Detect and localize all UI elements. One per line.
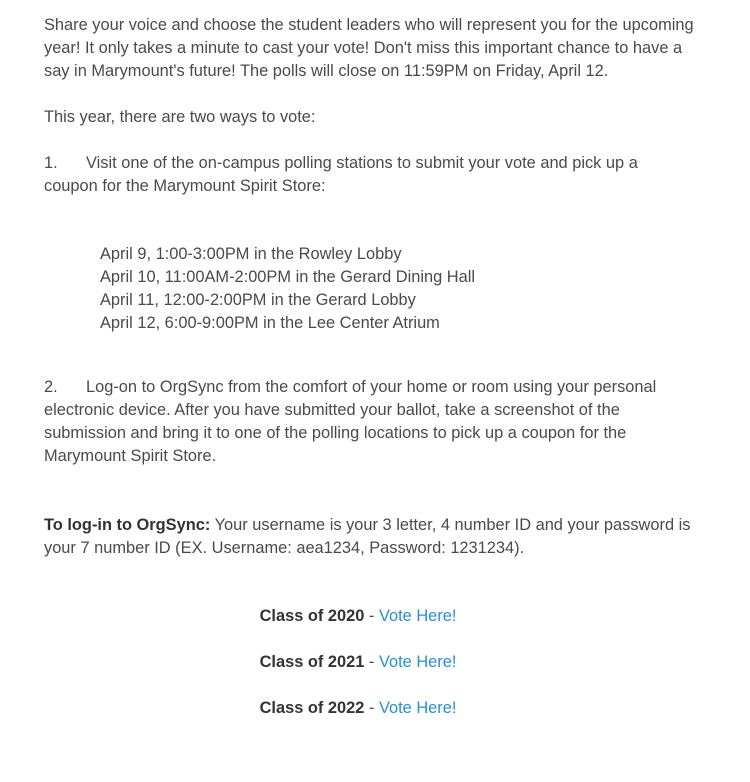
vote-links xyxy=(58,605,658,720)
separator: - xyxy=(364,699,379,717)
step-2 xyxy=(44,376,694,468)
login-label: To log-in to OrgSync: xyxy=(44,516,211,534)
vote-line-2022 xyxy=(58,697,658,720)
vote-link-2022[interactable]: Vote Here! xyxy=(378,699,457,717)
separator: - xyxy=(364,653,379,671)
polling-location: April 12, 6:00-9:00PM in the Lee Center Atrium xyxy=(100,314,440,332)
email-body xyxy=(44,14,694,743)
class-label: Class of 2022 xyxy=(259,699,365,717)
step-2-number: 2. xyxy=(44,378,58,396)
step-2-text: Log-on to OrgSync from the comfort of your home or room using your personal electronic device. After you have submitted your ballot, take a screenshot of the submission and bring it to one of the polling locations to pick up a coupon for the Marymount Spirit Store. xyxy=(44,378,657,465)
vote-line-2021 xyxy=(58,651,658,674)
login-text: Your username is your 3 letter, 4 number ID and your password is your 7 number ID (EX. Username: aea1234, Password: 1231234). xyxy=(44,516,691,557)
vote-line-2020 xyxy=(58,605,658,628)
intro-paragraph: Share your voice and choose the student leaders who will represent you for the upcoming year! It only takes a minute to cast your vote! Don't miss this important chance to have a say in Marymount's future! The polls will close on 11:59PM on Friday, April 12. xyxy=(44,16,694,80)
vote-link-2020[interactable]: Vote Here! xyxy=(378,607,457,625)
step-1-number: 1. xyxy=(44,154,58,172)
vote-link-2021[interactable]: Vote Here! xyxy=(378,653,457,671)
class-label: Class of 2020 xyxy=(259,607,365,625)
separator: - xyxy=(364,607,379,625)
polling-location: April 9, 1:00-3:00PM in the Rowley Lobby xyxy=(100,245,402,263)
class-label: Class of 2021 xyxy=(259,653,365,671)
polling-location: April 10, 11:00AM-2:00PM in the Gerard Dining Hall xyxy=(100,268,476,286)
login-instructions xyxy=(44,514,694,560)
step-1-text: Visit one of the on-campus polling stations to submit your vote and pick up a coupon for the Marymount Spirit Store: xyxy=(44,154,638,195)
polling-locations-list xyxy=(100,243,694,335)
polling-location: April 11, 12:00-2:00PM in the Gerard Lobby xyxy=(100,291,416,309)
two-ways-heading: This year, there are two ways to vote: xyxy=(44,108,316,126)
step-1 xyxy=(44,152,694,198)
